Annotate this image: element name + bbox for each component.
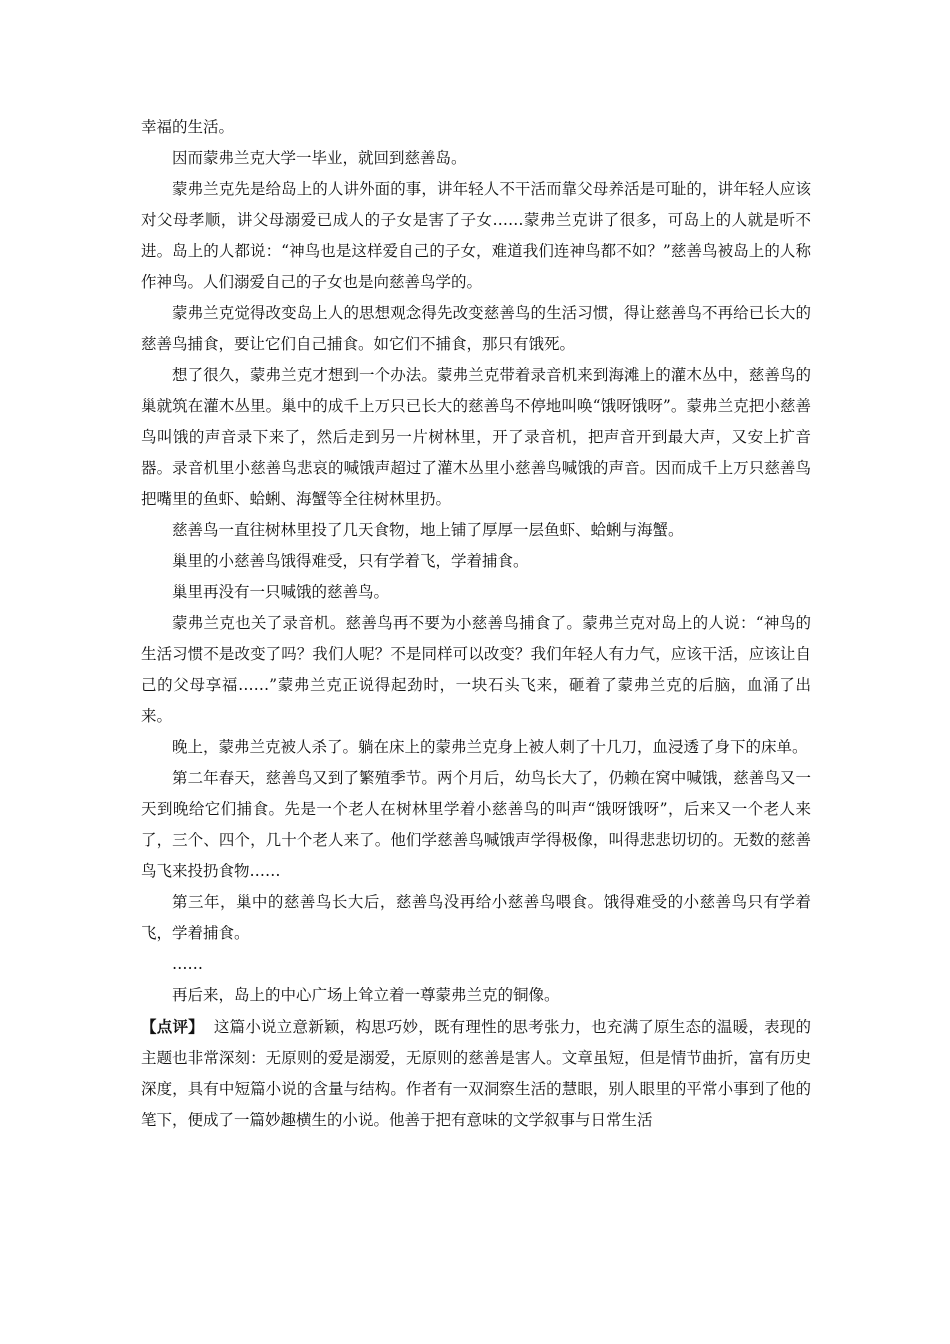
paragraph: 因而蒙弗兰克大学一毕业，就回到慈善岛。 [172, 149, 467, 167]
paragraph: 蒙弗兰克先是给岛上的人讲外面的事，讲年轻人不干活而靠父母养活是可耻的，讲年轻人应该对父母孝顺，讲父母溺爱已成人的子女是害了子女……蒙弗兰克讲了很多，可岛上的人就是听不进。岛上的人都说：“神鸟也是这样爱自己的子女，难道我们连神鸟都不如？”慈善鸟被岛上的人称作神鸟。人们溺爱自己的子女也是向慈善鸟学的。 [141, 180, 811, 291]
paragraph: 想了很久，蒙弗兰克才想到一个办法。蒙弗兰克带着录音机来到海滩上的灌木丛中，慈善鸟的巢就筑在灌木丛里。巢中的成千上万只已长大的慈善鸟不停地叫唤“饿呀饿呀”。蒙弗兰克把小慈善鸟叫饿的声音录下来了，然后走到另一片树林里，开了录音机，把声音开到最大声，又安上扩音器。录音机里小慈善鸟悲哀的喊饿声超过了灌木丛里小慈善鸟喊饿的声音。因而成千上万只慈善鸟把嘴里的鱼虾、蛤蜊、海蟹等全往树林里扔。 [141, 366, 811, 508]
paragraph: 幸福的生活。 [141, 118, 235, 136]
ellipsis-paragraph: …… [172, 955, 203, 973]
review-paragraph [141, 1011, 811, 1136]
paragraph: 第二年春天，慈善鸟又到了繁殖季节。两个月后，幼鸟长大了，仍赖在窝中喊饿，慈善鸟又一天到晚给它们捕食。先是一个老人在树林里学着小慈善鸟的叫声“饿呀饿呀”，后来又一个老人来了，三个、四个，几十个老人来了。他们学慈善鸟喊饿声学得极像，叫得悲悲切切的。无数的慈善鸟飞来投扔食物…… [141, 769, 811, 880]
paragraph: 蒙弗兰克觉得改变岛上人的思想观念得先改变慈善鸟的生活习惯，得让慈善鸟不再给已长大的慈善鸟捕食，要让它们自己捕食。如它们不捕食，那只有饿死。 [141, 304, 811, 353]
article-body [141, 112, 811, 1136]
paragraph: 晚上，蒙弗兰克被人杀了。躺在床上的蒙弗兰克身上被人刺了十几刀，血浸透了身下的床单。 [172, 738, 808, 756]
paragraph: 蒙弗兰克也关了录音机。慈善鸟再不要为小慈善鸟捕食了。蒙弗兰克对岛上的人说：“神鸟的生活习惯不是改变了吗？我们人呢？不是同样可以改变？我们年轻人有力气，应该干活，应该让自己的父母享福……”蒙弗兰克正说得起劲时，一块石头飞来，砸着了蒙弗兰克的后脑，血涌了出来。 [141, 614, 811, 725]
paragraph: 再后来，岛上的中心广场上耸立着一尊蒙弗兰克的铜像。 [172, 986, 560, 1004]
paragraph: 巢里再没有一只喊饿的慈善鸟。 [172, 583, 390, 601]
paragraph: 第三年，巢中的慈善鸟长大后，慈善鸟没再给小慈善鸟喂食。饿得难受的小慈善鸟只有学着飞，学着捕食。 [141, 893, 811, 942]
review-text: 这篇小说立意新颖，构思巧妙，既有理性的思考张力，也充满了原生态的温暖，表现的主题也非常深刻：无原则的爱是溺爱，无原则的慈善是害人。文章虽短，但是情节曲折，富有历史深度，具有中短篇小说的含量与结构。作者有一双洞察生活的慧眼，别人眼里的平常小事到了他的笔下，便成了一篇妙趣横生的小说。他善于把有意味的文学叙事与日常生活 [141, 1018, 811, 1129]
paragraph: 巢里的小慈善鸟饿得难受，只有学着飞，学着捕食。 [172, 552, 529, 570]
paragraph: 慈善鸟一直往树林里投了几天食物，地上铺了厚厚一层鱼虾、蛤蜊与海蟹。 [172, 521, 684, 539]
review-label: 【点评】 [141, 1017, 204, 1036]
